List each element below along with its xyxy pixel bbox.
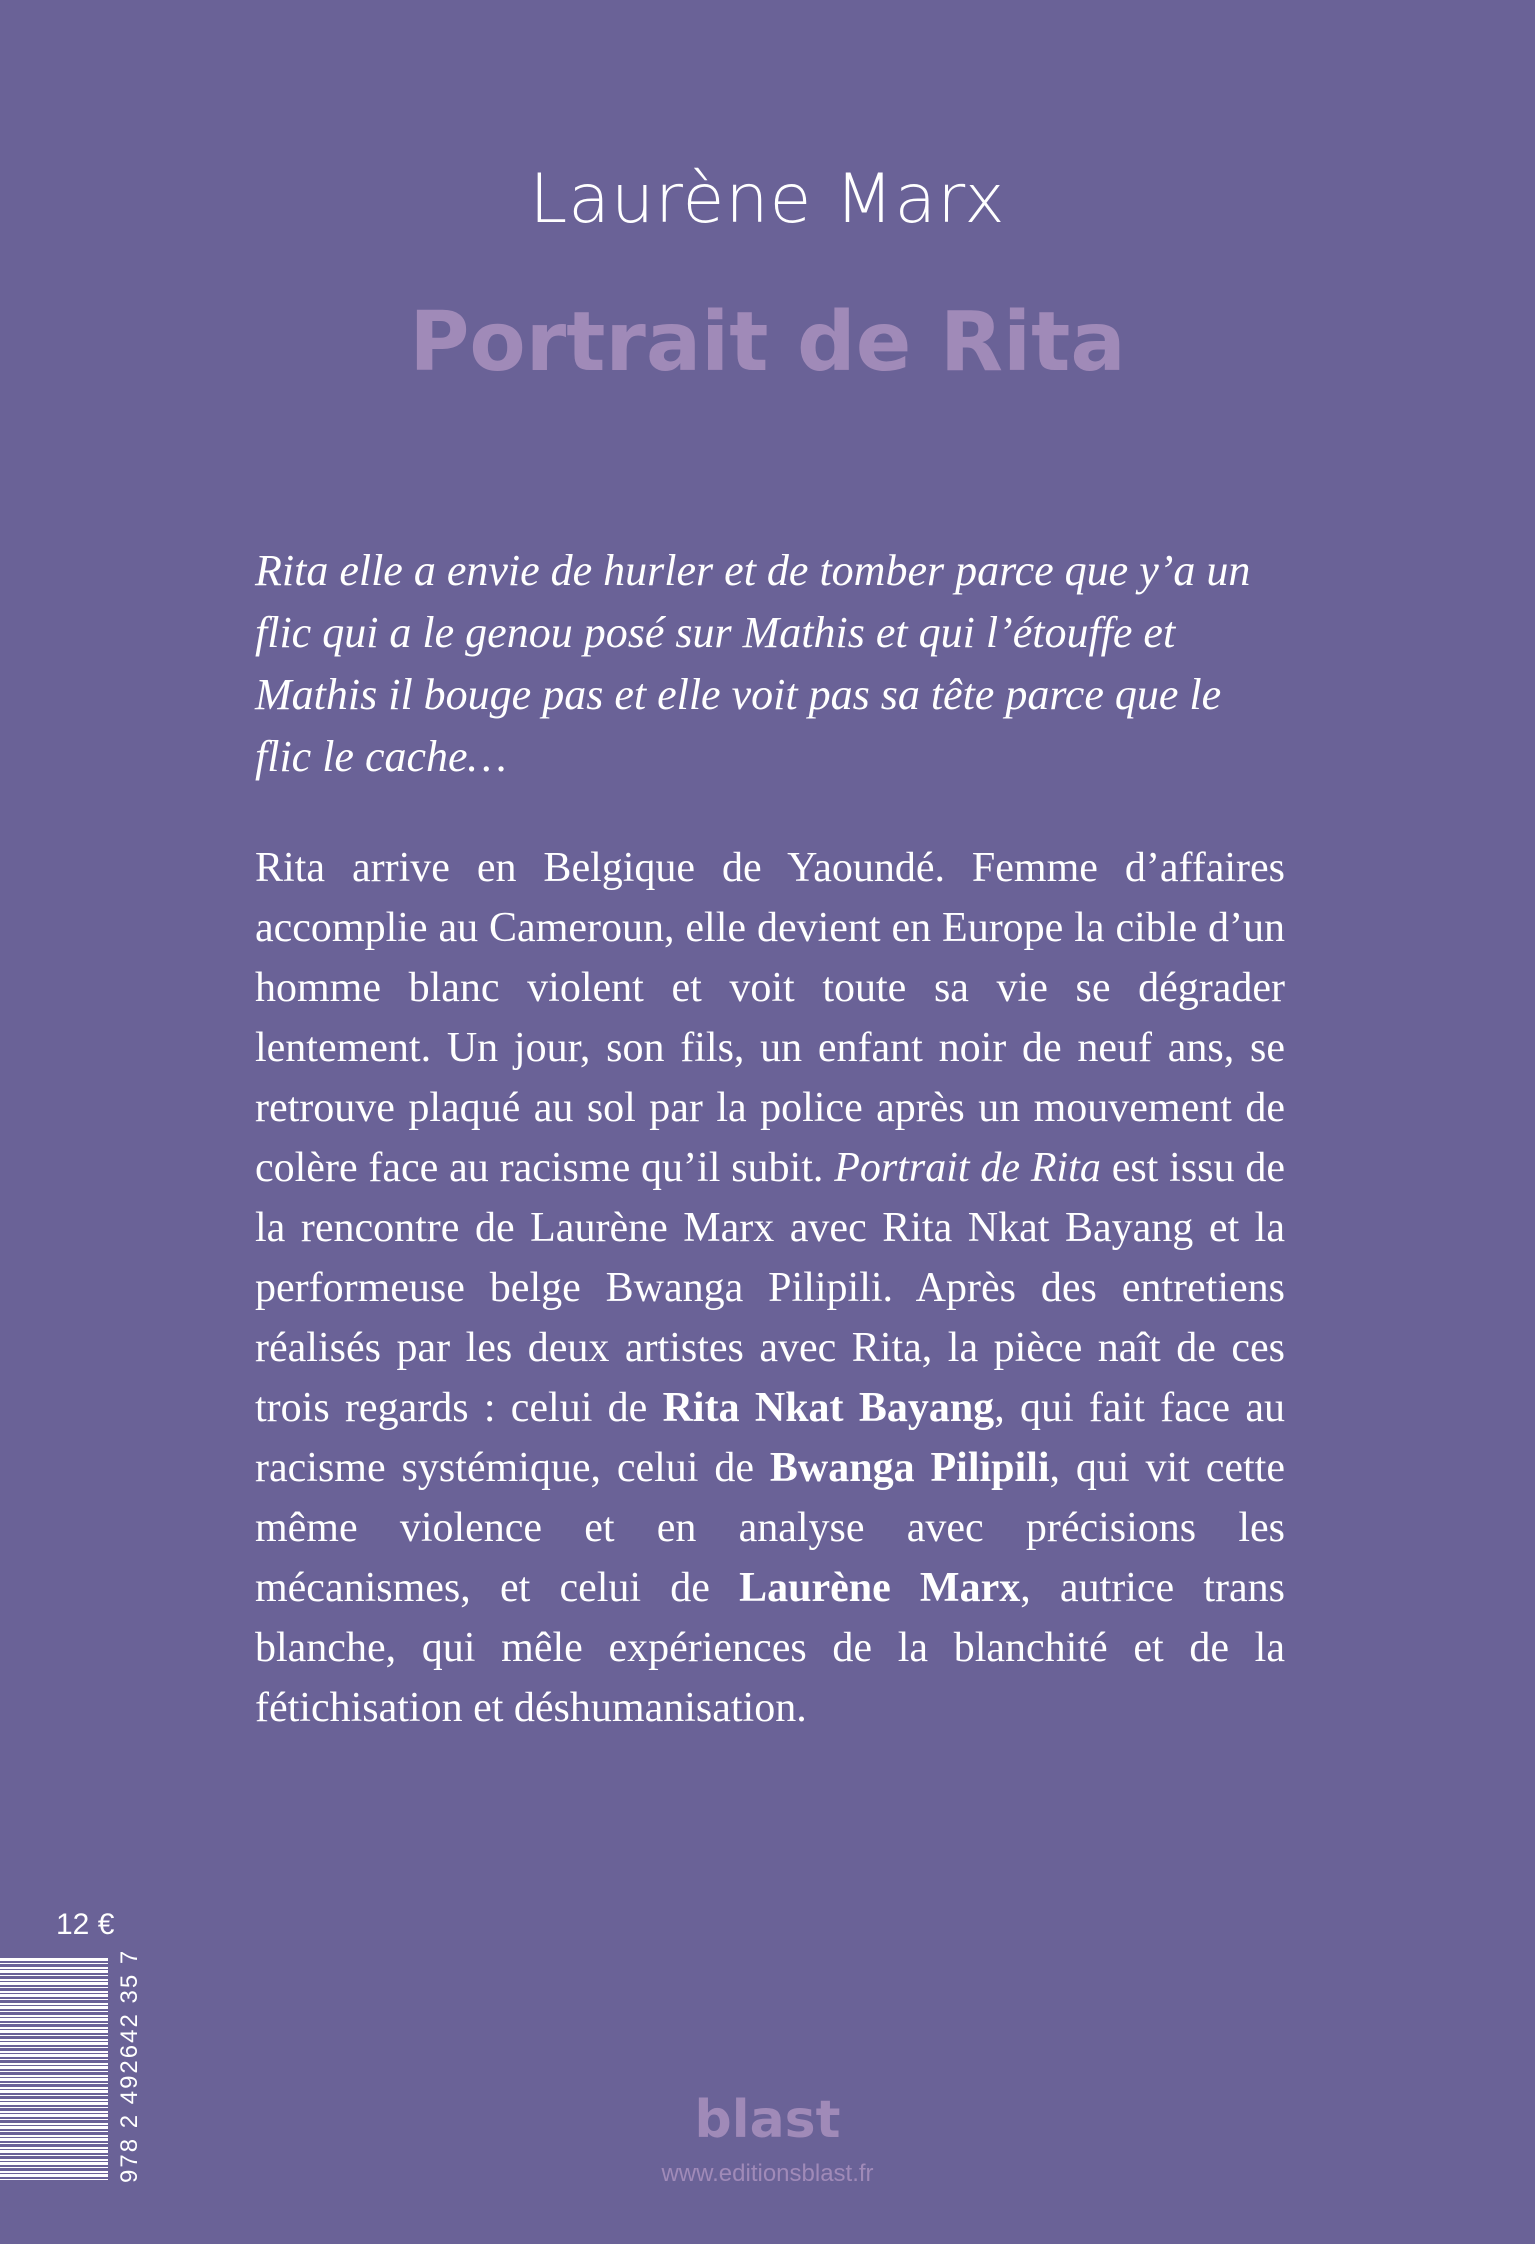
summary-name-rita: Rita Nkat Bayang [662,1385,995,1431]
summary-name-bwanga: Bwanga Pilipili [769,1445,1050,1491]
publisher-logo: blast [694,2090,841,2150]
publisher-website: www.editionsblast.fr [661,2160,874,2187]
book-summary [255,838,1285,1738]
summary-name-laurene: Laurène Marx [739,1565,1021,1611]
summary-text: , autrice trans blanche, qui mêle expériences de la blanchité et de la fétichisation et déshumanisation. [255,1565,1285,1731]
price-label: 12 € [56,1908,115,1941]
isbn-number: 978 2 492642 35 7 [116,1948,143,2183]
summary-text: Rita arrive en Belgique de Yaoundé. Femme d’affaires accomplie au Cameroun, elle devient en Europe la cible d’un homme blanc violent et voit toute sa vie se dégrader lentement. Un jour, son fils, un enfant noir de neuf ans, se retrouve plaqué au sol par la police après un mouvement de colère face au racisme qu’il subit. [255,845,1285,1191]
summary-text: est issu de la rencontre de Laurène Marx avec Rita Nkat Bayang et la performeuse belge Bwanga Pilipili. Après des entretiens réalisés par les deux artistes avec Rita, la pièce naît de ces trois regards : celui de [255,1145,1285,1431]
book-title: Portrait de Rita [409,295,1126,390]
summary-title-reference: Portrait de Rita [834,1145,1101,1191]
summary-text: , qui vit cette même violence et en analyse avec précisions les mécanismes, et celui de [255,1445,1285,1611]
summary-text: , qui fait face au racisme systémique, celui de [255,1385,1285,1491]
book-excerpt: Rita elle a envie de hurler et de tomber parce que y’a un flic qui a le genou posé sur Mathis et qui l’étouffe et Mathis il bouge pas et elle voit pas sa tête parce que le flic le cache… [255,546,1251,781]
author-name: Laurène Marx [529,160,1006,239]
